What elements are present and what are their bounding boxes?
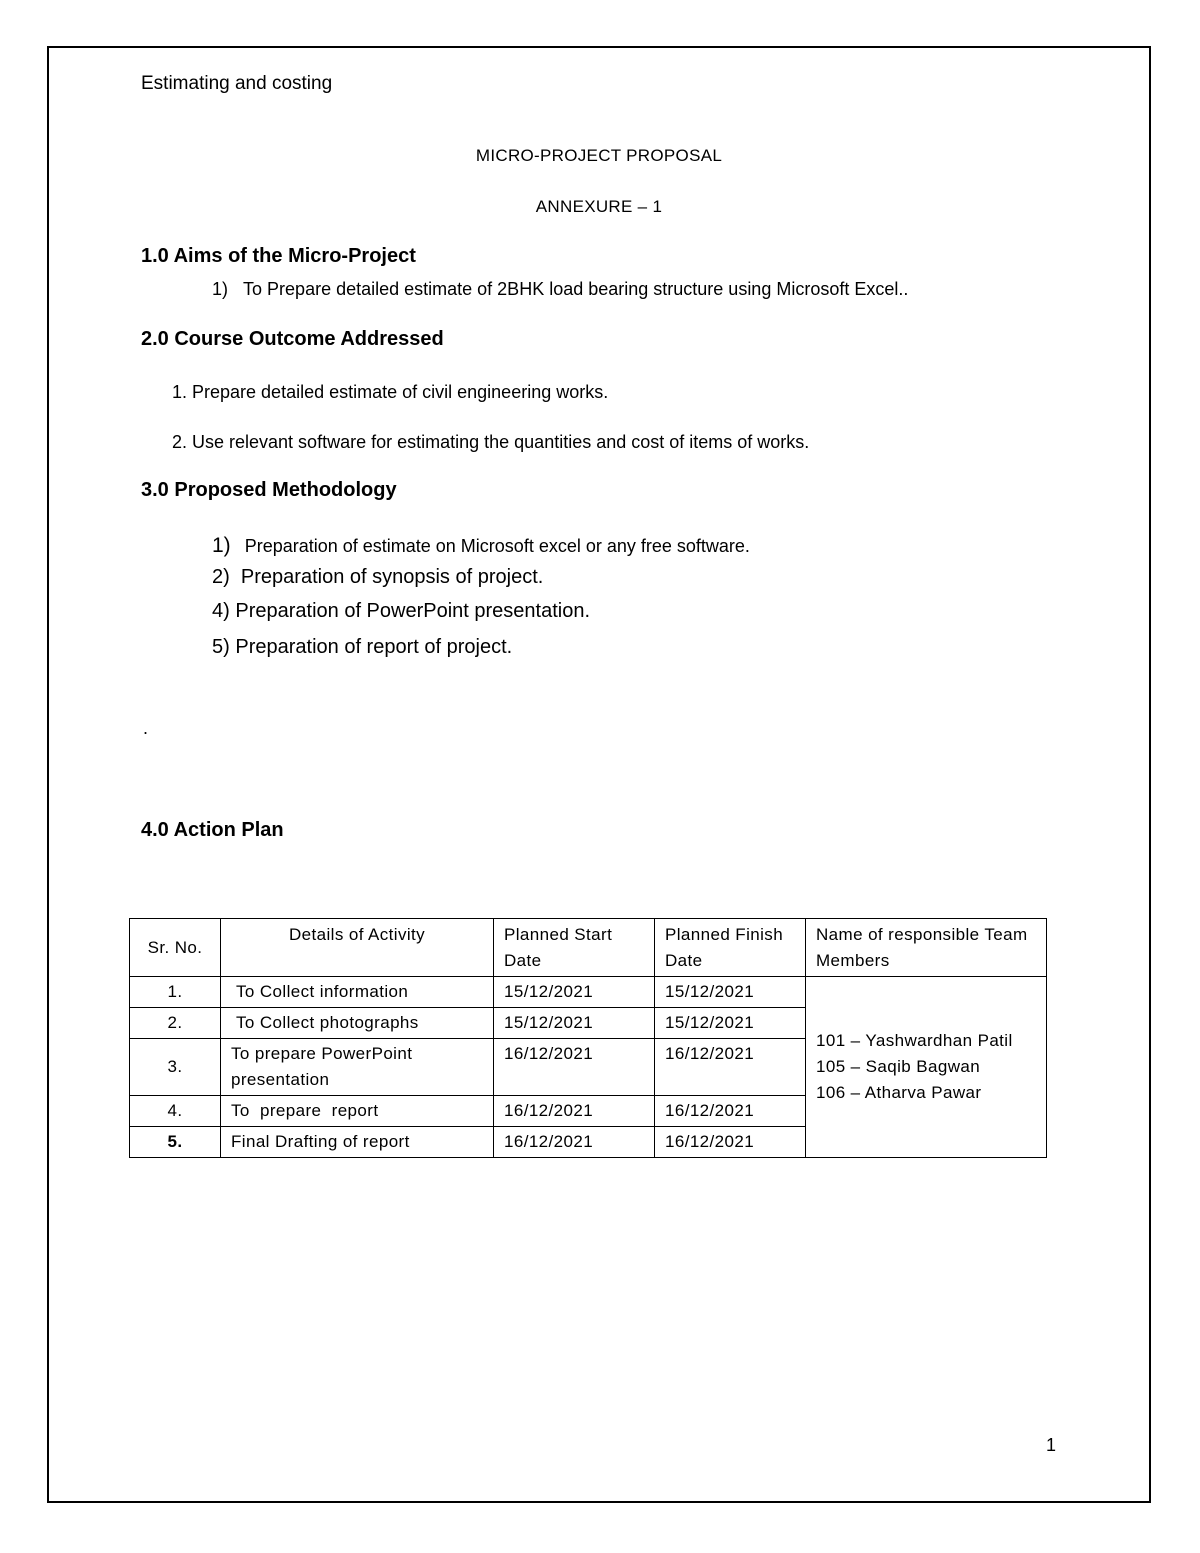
cell-sr: 1. <box>130 977 221 1008</box>
team-member: 105 – Saqib Bagwan <box>816 1057 981 1076</box>
cell-start: 16/12/2021 <box>494 1039 655 1096</box>
page-header: Estimating and costing <box>141 73 333 94</box>
cell-finish: 16/12/2021 <box>655 1096 806 1127</box>
methodology-item-5 <box>212 636 512 659</box>
cell-sr: 2. <box>130 1008 221 1039</box>
aim-item-text: To Prepare detailed estimate of 2BHK load bearing structure using Microsoft Excel.. <box>243 279 909 299</box>
table-header-row <box>130 919 1047 977</box>
methodology-text: Preparation of synopsis of project. <box>240 566 544 588</box>
team-member: 101 – Yashwardhan Patil <box>816 1031 1013 1050</box>
aim-item-1 <box>212 279 908 300</box>
methodology-item-1 <box>212 534 750 558</box>
header-start-date: Planned Start Date <box>494 919 655 977</box>
cell-team-members <box>806 977 1047 1158</box>
methodology-text: Preparation of report of project. <box>235 636 513 658</box>
methodology-number: 2) <box>212 566 230 588</box>
cell-start: 15/12/2021 <box>494 1008 655 1039</box>
methodology-item-2 <box>212 566 543 589</box>
aim-item-number: 1) <box>212 279 229 299</box>
methodology-text: Preparation of PowerPoint presentation. <box>235 600 591 622</box>
cell-start: 16/12/2021 <box>494 1127 655 1158</box>
cell-finish: 16/12/2021 <box>655 1039 806 1096</box>
course-outcome-2: 2. Use relevant software for estimating the quantities and cost of items of works. <box>172 432 810 452</box>
cell-start: 15/12/2021 <box>494 977 655 1008</box>
course-outcome-1: 1. Prepare detailed estimate of civil engineering works. <box>172 382 609 402</box>
section-3-heading: 3.0 Proposed Methodology <box>141 479 397 501</box>
cell-activity: To Collect photographs <box>221 1008 494 1039</box>
header-sr-no: Sr. No. <box>130 919 221 977</box>
stray-dot: . <box>143 718 149 738</box>
cell-sr: 4. <box>130 1096 221 1127</box>
cell-activity: Final Drafting of report <box>221 1127 494 1158</box>
table-row <box>130 977 1047 1008</box>
section-1-heading: 1.0 Aims of the Micro-Project <box>141 245 416 267</box>
methodology-text: Preparation of estimate on Microsoft excel or any free software. <box>244 536 750 556</box>
cell-activity: To prepare report <box>221 1096 494 1127</box>
annexure-label: ANNEXURE – 1 <box>535 197 663 216</box>
section-4-heading: 4.0 Action Plan <box>141 819 284 841</box>
cell-activity: To Collect information <box>221 977 494 1008</box>
methodology-number: 4) <box>212 600 230 622</box>
methodology-item-4 <box>212 600 590 623</box>
cell-start: 16/12/2021 <box>494 1096 655 1127</box>
methodology-number: 1) <box>212 534 231 557</box>
header-activity: Details of Activity <box>221 919 494 977</box>
cell-activity: To prepare PowerPoint presentation <box>221 1039 494 1096</box>
proposal-title: MICRO-PROJECT PROPOSAL <box>475 146 723 165</box>
cell-finish: 16/12/2021 <box>655 1127 806 1158</box>
cell-sr: 3. <box>130 1039 221 1096</box>
header-team-members: Name of responsible Team Members <box>806 919 1047 977</box>
section-2-heading: 2.0 Course Outcome Addressed <box>141 328 444 350</box>
page-number: 1 <box>1046 1435 1057 1455</box>
action-plan-table <box>129 918 1047 1158</box>
cell-sr: 5. <box>130 1127 221 1158</box>
methodology-number: 5) <box>212 636 230 658</box>
team-member: 106 – Atharva Pawar <box>816 1083 982 1102</box>
cell-finish: 15/12/2021 <box>655 1008 806 1039</box>
header-finish-date: Planned Finish Date <box>655 919 806 977</box>
cell-finish: 15/12/2021 <box>655 977 806 1008</box>
